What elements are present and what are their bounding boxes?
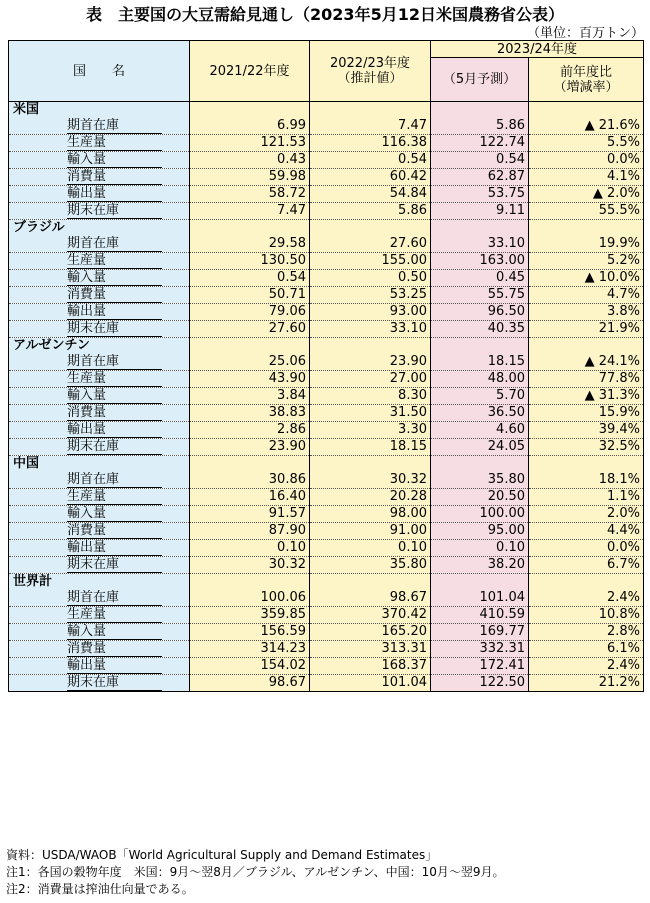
row-label-cell <box>9 304 190 321</box>
table-row <box>9 658 644 675</box>
value-2021-22: 30.32 <box>190 557 310 574</box>
value-2022-23: 7.47 <box>310 118 431 135</box>
value-2023-24-forecast: 100.00 <box>431 506 529 523</box>
value-2022-23: 8.30 <box>310 388 431 405</box>
value-2022-23: 30.32 <box>310 472 431 489</box>
value-yoy-ratio: 4.7% <box>529 287 644 304</box>
value-2023-24-forecast: 53.75 <box>431 186 529 203</box>
row-label: 輸出量 <box>67 541 162 556</box>
value-yoy-ratio: 6.7% <box>529 557 644 574</box>
value-2022-23: 0.50 <box>310 270 431 287</box>
value-2022-23: 3.30 <box>310 422 431 439</box>
value-yoy-ratio: 3.8% <box>529 304 644 321</box>
value-2021-22: 50.71 <box>190 287 310 304</box>
value-2023-24-forecast: 9.11 <box>431 203 529 220</box>
value-2021-22: 156.59 <box>190 624 310 641</box>
value-2021-22: 30.86 <box>190 472 310 489</box>
row-label-cell <box>9 624 190 641</box>
value-2023-24-forecast: 96.50 <box>431 304 529 321</box>
value-2022-23: 53.25 <box>310 287 431 304</box>
row-label-cell <box>9 675 190 692</box>
row-label-cell <box>9 354 190 371</box>
table-row <box>9 405 644 422</box>
section-row <box>9 338 644 355</box>
row-label-cell <box>9 472 190 489</box>
value-yoy-ratio: ▲ 2.0% <box>529 186 644 203</box>
section-spacer-cell <box>190 338 310 355</box>
value-2022-23: 155.00 <box>310 253 431 270</box>
note-2: 注2：消費量は搾油仕向量である。 <box>6 882 194 896</box>
row-label: 生産量 <box>67 490 162 505</box>
row-label: 生産量 <box>67 372 162 387</box>
value-2023-24-forecast: 122.50 <box>431 675 529 692</box>
value-yoy-ratio: 10.8% <box>529 607 644 624</box>
value-2021-22: 58.72 <box>190 186 310 203</box>
value-2021-22: 23.90 <box>190 439 310 456</box>
value-yoy-ratio: 77.8% <box>529 371 644 388</box>
row-label: 期首在庫 <box>67 355 162 370</box>
table-row <box>9 371 644 388</box>
value-2023-24-forecast: 20.50 <box>431 489 529 506</box>
value-2021-22: 38.83 <box>190 405 310 422</box>
value-2021-22: 91.57 <box>190 506 310 523</box>
row-label: 輸出量 <box>67 659 162 674</box>
header-may-forecast: （5月予測） <box>431 58 529 102</box>
value-2023-24-forecast: 62.87 <box>431 169 529 186</box>
header-yoy-ratio-line1: 前年度比 <box>560 64 613 80</box>
row-label: 期末在庫 <box>67 558 162 573</box>
value-2021-22: 0.54 <box>190 270 310 287</box>
value-yoy-ratio: ▲ 10.0% <box>529 270 644 287</box>
section-spacer-cell <box>310 456 431 473</box>
value-yoy-ratio: 2.8% <box>529 624 644 641</box>
row-label-cell <box>9 523 190 540</box>
table-row <box>9 641 644 658</box>
table-row <box>9 287 644 304</box>
value-2022-23: 93.00 <box>310 304 431 321</box>
note-source: 資料：USDA/WAOB「World Agricultural Supply and Demand Estimates」 <box>6 848 438 862</box>
value-2022-23: 5.86 <box>310 203 431 220</box>
row-label-cell <box>9 439 190 456</box>
value-2023-24-forecast: 332.31 <box>431 641 529 658</box>
value-2021-22: 0.43 <box>190 152 310 169</box>
section-spacer-cell <box>310 338 431 355</box>
value-2023-24-forecast: 163.00 <box>431 253 529 270</box>
value-2023-24-forecast: 55.75 <box>431 287 529 304</box>
value-yoy-ratio: 39.4% <box>529 422 644 439</box>
section-spacer-cell <box>431 338 529 355</box>
section-spacer-cell <box>431 220 529 237</box>
section-spacer-cell <box>310 220 431 237</box>
row-label-cell <box>9 186 190 203</box>
row-label: 期末在庫 <box>67 322 162 337</box>
table-row <box>9 607 644 624</box>
value-2021-22: 25.06 <box>190 354 310 371</box>
header-2021-22: 2021/22年度 <box>190 41 310 102</box>
section-spacer-cell <box>529 338 644 355</box>
value-2022-23: 116.38 <box>310 135 431 152</box>
value-2023-24-forecast: 35.80 <box>431 472 529 489</box>
value-2022-23: 101.04 <box>310 675 431 692</box>
table-row <box>9 523 644 540</box>
row-label-cell <box>9 321 190 338</box>
row-label-cell <box>9 590 190 607</box>
value-yoy-ratio: 21.2% <box>529 675 644 692</box>
table-row <box>9 557 644 574</box>
row-label: 期首在庫 <box>67 591 162 606</box>
value-yoy-ratio: 4.4% <box>529 523 644 540</box>
value-2022-23: 98.67 <box>310 590 431 607</box>
value-yoy-ratio: 6.1% <box>529 641 644 658</box>
row-label: 生産量 <box>67 608 162 623</box>
value-yoy-ratio: 5.5% <box>529 135 644 152</box>
row-label: 輸入量 <box>67 389 162 404</box>
value-2023-24-forecast: 5.70 <box>431 388 529 405</box>
row-label-cell <box>9 658 190 675</box>
value-2021-22: 16.40 <box>190 489 310 506</box>
value-2022-23: 54.84 <box>310 186 431 203</box>
section-row <box>9 102 644 119</box>
row-label-cell <box>9 118 190 135</box>
section-spacer-cell <box>310 102 431 119</box>
row-label-cell <box>9 371 190 388</box>
row-label-cell <box>9 557 190 574</box>
value-2022-23: 20.28 <box>310 489 431 506</box>
value-yoy-ratio: ▲ 24.1% <box>529 354 644 371</box>
section-spacer-cell <box>529 102 644 119</box>
table-row <box>9 135 644 152</box>
value-yoy-ratio: 19.9% <box>529 236 644 253</box>
table-row <box>9 118 644 135</box>
row-label: 期末在庫 <box>67 204 162 219</box>
value-2023-24-forecast: 0.10 <box>431 540 529 557</box>
table-row <box>9 203 644 220</box>
value-2021-22: 3.84 <box>190 388 310 405</box>
row-label: 期末在庫 <box>67 676 162 691</box>
row-label-cell <box>9 540 190 557</box>
header-yoy-ratio <box>529 58 644 102</box>
section-row <box>9 456 644 473</box>
value-2023-24-forecast: 33.10 <box>431 236 529 253</box>
table-row <box>9 489 644 506</box>
row-label-cell <box>9 203 190 220</box>
value-2022-23: 370.42 <box>310 607 431 624</box>
row-label-cell <box>9 169 190 186</box>
value-2023-24-forecast: 18.15 <box>431 354 529 371</box>
table-row <box>9 270 644 287</box>
note-1: 注1：各国の穀物年度 米国：9月～翌8月／ブラジル、アルゼンチン、中国：10月～翌9月。 <box>6 865 505 879</box>
section-spacer-cell <box>190 456 310 473</box>
table-row <box>9 624 644 641</box>
value-2022-23: 0.10 <box>310 540 431 557</box>
header-2022-23-estimate: （推計値） <box>337 71 403 86</box>
supply-demand-table <box>8 40 644 692</box>
value-2023-24-forecast: 169.77 <box>431 624 529 641</box>
header-yoy-ratio-line2: （増減率） <box>553 79 619 95</box>
row-label: 期首在庫 <box>67 237 162 252</box>
section-spacer-cell <box>431 456 529 473</box>
table-row <box>9 540 644 557</box>
row-label: 生産量 <box>67 136 162 151</box>
row-label-cell <box>9 405 190 422</box>
value-2022-23: 98.00 <box>310 506 431 523</box>
row-label: 輸出量 <box>67 423 162 438</box>
row-label: 輸入量 <box>67 153 162 168</box>
value-2021-22: 359.85 <box>190 607 310 624</box>
value-2022-23: 33.10 <box>310 321 431 338</box>
value-2023-24-forecast: 122.74 <box>431 135 529 152</box>
table-body <box>9 102 644 692</box>
section-name: 世界計 <box>9 574 190 591</box>
value-2021-22: 6.99 <box>190 118 310 135</box>
table-row <box>9 388 644 405</box>
value-2022-23: 35.80 <box>310 557 431 574</box>
value-2023-24-forecast: 172.41 <box>431 658 529 675</box>
value-2023-24-forecast: 101.04 <box>431 590 529 607</box>
row-label-cell <box>9 253 190 270</box>
row-label: 輸入量 <box>67 507 162 522</box>
value-yoy-ratio: 32.5% <box>529 439 644 456</box>
row-label-cell <box>9 135 190 152</box>
value-2023-24-forecast: 95.00 <box>431 523 529 540</box>
row-label: 輸出量 <box>67 187 162 202</box>
section-name: アルゼンチン <box>9 338 190 355</box>
value-yoy-ratio: ▲ 21.6% <box>529 118 644 135</box>
value-2023-24-forecast: 48.00 <box>431 371 529 388</box>
value-2021-22: 154.02 <box>190 658 310 675</box>
value-yoy-ratio: 0.0% <box>529 152 644 169</box>
row-label: 輸出量 <box>67 305 162 320</box>
value-yoy-ratio: 0.0% <box>529 540 644 557</box>
value-yoy-ratio: 15.9% <box>529 405 644 422</box>
header-2022-23 <box>310 41 431 102</box>
value-2023-24-forecast: 5.86 <box>431 118 529 135</box>
table-row <box>9 169 644 186</box>
value-yoy-ratio: 21.9% <box>529 321 644 338</box>
value-2021-22: 27.60 <box>190 321 310 338</box>
table-row <box>9 422 644 439</box>
value-2021-22: 79.06 <box>190 304 310 321</box>
value-2023-24-forecast: 36.50 <box>431 405 529 422</box>
row-label: 期首在庫 <box>67 119 162 134</box>
section-name: 米国 <box>9 102 190 119</box>
value-yoy-ratio: 2.0% <box>529 506 644 523</box>
row-label-cell <box>9 607 190 624</box>
section-spacer-cell <box>431 102 529 119</box>
value-yoy-ratio: 18.1% <box>529 472 644 489</box>
table-row <box>9 152 644 169</box>
table-title: 表 主要国の大豆需給見通し（2023年5月12日米国農務省公表） <box>86 5 564 24</box>
value-2021-22: 87.90 <box>190 523 310 540</box>
table-row <box>9 321 644 338</box>
value-2021-22: 100.06 <box>190 590 310 607</box>
header-country-name: 国 名 <box>9 41 190 102</box>
row-label-cell <box>9 506 190 523</box>
value-2021-22: 2.86 <box>190 422 310 439</box>
row-label-cell <box>9 422 190 439</box>
section-spacer-cell <box>190 574 310 591</box>
section-spacer-cell <box>529 220 644 237</box>
value-2021-22: 7.47 <box>190 203 310 220</box>
value-2022-23: 31.50 <box>310 405 431 422</box>
section-spacer-cell <box>310 574 431 591</box>
table-row <box>9 304 644 321</box>
value-2021-22: 43.90 <box>190 371 310 388</box>
value-2022-23: 18.15 <box>310 439 431 456</box>
table-row <box>9 186 644 203</box>
value-2023-24-forecast: 38.20 <box>431 557 529 574</box>
value-2023-24-forecast: 4.60 <box>431 422 529 439</box>
value-2023-24-forecast: 40.35 <box>431 321 529 338</box>
value-2022-23: 91.00 <box>310 523 431 540</box>
value-2022-23: 27.60 <box>310 236 431 253</box>
value-2022-23: 0.54 <box>310 152 431 169</box>
table-row <box>9 472 644 489</box>
value-2023-24-forecast: 24.05 <box>431 439 529 456</box>
row-label: 輸入量 <box>67 625 162 640</box>
row-label: 期末在庫 <box>67 440 162 455</box>
value-2021-22: 130.50 <box>190 253 310 270</box>
value-2022-23: 168.37 <box>310 658 431 675</box>
section-name: ブラジル <box>9 220 190 237</box>
value-2023-24-forecast: 0.54 <box>431 152 529 169</box>
value-yoy-ratio: 55.5% <box>529 203 644 220</box>
section-row <box>9 574 644 591</box>
section-name: 中国 <box>9 456 190 473</box>
row-label-cell <box>9 388 190 405</box>
section-spacer-cell <box>190 220 310 237</box>
section-spacer-cell <box>190 102 310 119</box>
notes <box>6 847 505 898</box>
row-label-cell <box>9 287 190 304</box>
table-row <box>9 590 644 607</box>
row-label-cell <box>9 236 190 253</box>
table-row <box>9 354 644 371</box>
value-yoy-ratio: 2.4% <box>529 658 644 675</box>
table-row <box>9 253 644 270</box>
row-label: 生産量 <box>67 254 162 269</box>
value-yoy-ratio: 1.1% <box>529 489 644 506</box>
table-row <box>9 675 644 692</box>
row-label: 消費量 <box>67 524 162 539</box>
value-yoy-ratio: 5.2% <box>529 253 644 270</box>
value-yoy-ratio: ▲ 31.3% <box>529 388 644 405</box>
value-2023-24-forecast: 0.45 <box>431 270 529 287</box>
value-2021-22: 29.58 <box>190 236 310 253</box>
row-label-cell <box>9 641 190 658</box>
value-2021-22: 98.67 <box>190 675 310 692</box>
value-yoy-ratio: 2.4% <box>529 590 644 607</box>
value-2023-24-forecast: 410.59 <box>431 607 529 624</box>
row-label-cell <box>9 270 190 287</box>
value-2022-23: 23.90 <box>310 354 431 371</box>
row-label: 消費量 <box>67 170 162 185</box>
row-label: 消費量 <box>67 288 162 303</box>
header-2023-24: 2023/24年度 <box>431 41 644 58</box>
value-2022-23: 60.42 <box>310 169 431 186</box>
header-2022-23-year: 2022/23年度 <box>329 56 410 71</box>
value-2021-22: 121.53 <box>190 135 310 152</box>
table-row <box>9 439 644 456</box>
value-2021-22: 314.23 <box>190 641 310 658</box>
value-2021-22: 0.10 <box>190 540 310 557</box>
row-label: 消費量 <box>67 642 162 657</box>
table-row <box>9 506 644 523</box>
unit-label: （単位：百万トン） <box>526 26 644 41</box>
row-label: 輸入量 <box>67 271 162 286</box>
value-2022-23: 313.31 <box>310 641 431 658</box>
section-spacer-cell <box>529 574 644 591</box>
row-label-cell <box>9 152 190 169</box>
row-label-cell <box>9 489 190 506</box>
section-spacer-cell <box>431 574 529 591</box>
section-spacer-cell <box>529 456 644 473</box>
table-row <box>9 236 644 253</box>
row-label: 期首在庫 <box>67 473 162 488</box>
value-2022-23: 27.00 <box>310 371 431 388</box>
section-row <box>9 220 644 237</box>
row-label: 消費量 <box>67 406 162 421</box>
value-2022-23: 165.20 <box>310 624 431 641</box>
value-2021-22: 59.98 <box>190 169 310 186</box>
value-yoy-ratio: 4.1% <box>529 169 644 186</box>
